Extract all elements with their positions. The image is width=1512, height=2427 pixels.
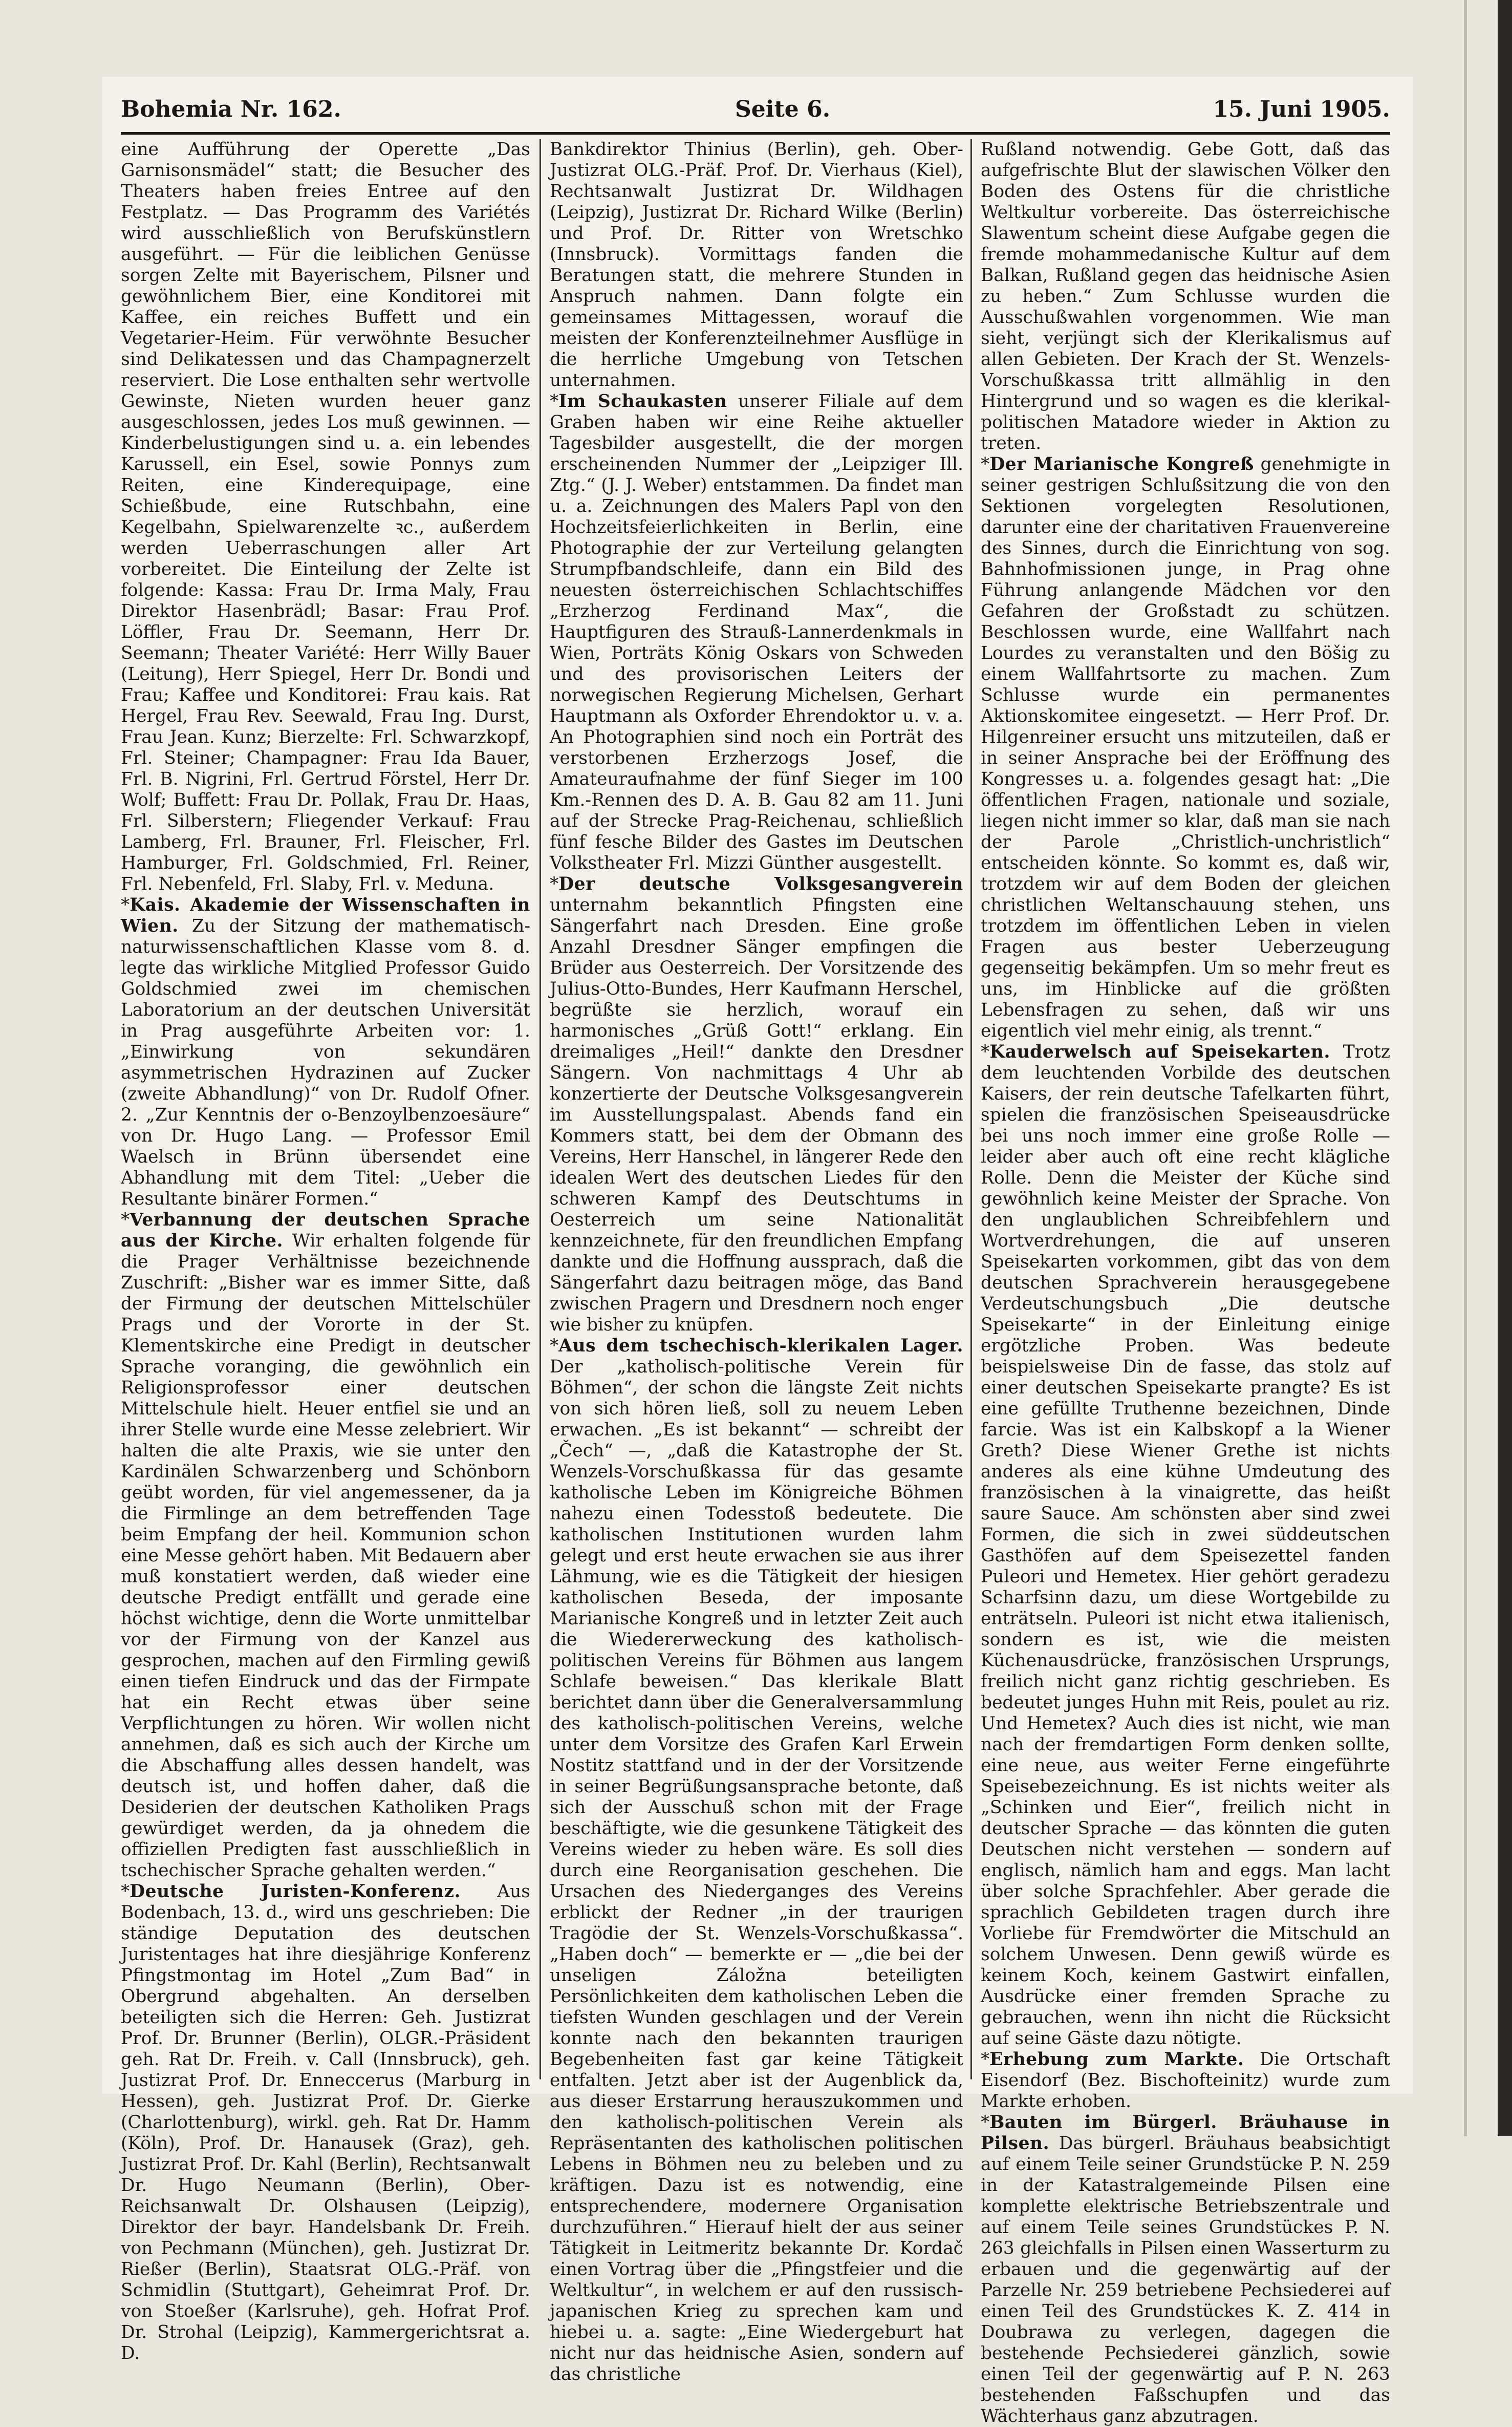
article-heading: Kauderwelsch auf Speisekarten. [989,1042,1330,1062]
article-text: Der „katholisch-politische Verein für Böhmen“, der schon die längste Zeit nichts von sich hören ließ, soll zu neuem Leben erwachen. „Es ist bekannt“ — schreibt der „Čech“ —, „daß die Katastrophe der St. Wenzels-Vorschußkassa für das gesamte katholische Leben im Königreiche Böhmen nahezu einen Todesstoß bedeutete. Die katholischen Institutionen wurden lahm gelegt und erst heute erwachen sie aus ihrer Lähmung, wie es die Tätigkeit der hiesigen katholischen Beseda, der imposante Marianische Kongreß und in letzter Zeit auch die Wiedererweckung des katholisch-politischen Vereins für Böhmen aus langem Schlafe beweisen.“ Das klerikale Blatt berichtet dann über die Generalversammlung des katholisch-politischen Vereins, welche unter dem Vorsitze des Grafen Karl Erwein Nostitz stattfand und in der der Vorsitzende in seiner Begrüßungsansprache betonte, daß sich der Ausschuß schon mit der Frage beschäftigte, wie die gesunkene Tätigkeit des Vereins wieder zu heben wäre. Es soll dies durch eine Reorganisation geschehen. Die Ursachen des Niederganges des Vereins erblickt der Redner „in der traurigen Tragödie der St. Wenzels-Vorschußkassa“. „Haben doch“ — bemerkte er — „die bei der unseligen Záložna beteiligten Persönlichkeiten dem katholischen Leben die tiefsten Wunden geschlagen und der Verein konnte nach den bekannten traurigen Begebenheiten fast gar keine Tätigkeit entfalten. Jetzt aber ist der Augenblick da, aus dieser Erstarrung herauszukommen und den katholisch-politischen Verein als Repräsentanten des katholischen politischen Lebens in Böhmen neu zu beleben und zu kräftigen. Dazu ist es notwendig, eine entsprechendere, modernere Organisation durchzuführen.“ Hierauf hielt der aus seiner Tätigkeit in Leitmeritz bekannte Dr. Kordač einen Vortrag über die „Pfingstfeier und die Weltkultur“, in welchem er auf den russisch-japanischen Krieg zu sprechen kam und hiebei u. a. sagte: „Eine Wiedergeburt hat nicht nur das heidnische Asien, sondern auf das christliche [550,1357,963,2385]
article-heading: Verbannung der deutschen Sprache aus der Kirche. [121,1210,530,1251]
article: *Aus dem tschechisch-klerikalen Lager. Der „katholisch-politische Verein für Böhmen“, der schon die längste Zeit nichts von sich hören ließ, soll zu neuem Leben erwachen. „Es ist bekannt“ — schreibt der „Čech“ —, „daß die Katastrophe der St. Wenzels-Vorschußkassa für das gesamte katholische Leben im Königreiche Böhmen nahezu einen Todesstoß bedeutete. Die katholischen Institutionen wurden lahm gelegt und erst heute erwachen sie aus ihrer Lähmung, wie es die Tätigkeit der hiesigen katholischen Beseda, der imposante Marianische Kongreß und in letzter Zeit auch die Wiedererweckung des katholisch-politischen Vereins für Böhmen aus langem Schlafe beweisen.“ Das klerikale Blatt berichtet dann über die Generalversammlung des katholisch-politischen Vereins, welche unter dem Vorsitze des Grafen Karl Erwein Nostitz stattfand und in der der Vorsitzende in seiner Begrüßungsansprache betonte, daß sich der Ausschuß schon mit der Frage beschäftigte, wie die gesunkene Tätigkeit des Vereins wieder zu heben wäre. Es soll dies durch eine Reorganisation geschehen. Die Ursachen des Niederganges des Vereins erblickt der Redner „in der traurigen Tragödie der St. Wenzels-Vorschußkassa“. „Haben doch“ — bemerkte er — „die bei der unseligen Záložna beteiligten Persönlichkeiten dem katholischen Leben die tiefsten Wunden geschlagen und der Verein konnte nach den bekannten traurigen Begebenheiten fast gar keine Tätigkeit entfalten. Jetzt aber ist der Augenblick da, aus dieser Erstarrung herauszukommen und den katholisch-politischen Verein als Repräsentanten des katholischen politischen Lebens in Böhmen neu zu beleben und zu kräftigen. Dazu ist es notwendig, eine entsprechendere, modernere Organisation durchzuführen.“ Hierauf hielt der aus seiner Tätigkeit in Leitmeritz bekannte Dr. Kordač einen Vortrag über die „Pfingstfeier und die Weltkultur“, in welchem er auf den russisch-japanischen Krieg zu sprechen kam und hiebei u. a. sagte: „Eine Wiedergeburt hat nicht nur das heidnische Asien, sondern auf das christliche [550,1336,963,2385]
issue-label: Bohemia Nr. 162. [121,96,341,122]
article-text: Wir erhalten folgende für die Prager Verhältnisse bezeichnende Zuschrift: „Bisher war es immer Sitte, daß der Firmung der deutschen Mittelschüler Prags und der Vororte in der St. Klementskirche eine Predigt in deutscher Sprache voranging, die gewöhnlich ein Religionsprofessor einer deutschen Mittelschule hielt. Heuer entfiel sie und an ihrer Stelle wurde eine Messe zelebriert. Wir halten die alte Praxis, wie sie unter den Kardinälen Schwarzenberg und Schönborn geübt worden, für viel angemessener, da ja die Firmlinge an dem betreffenden Tage beim Empfang der heil. Kommunion schon eine Messe gehört haben. Mit Bedauern aber muß konstatiert werden, daß wieder eine deutsche Predigt entfällt und gerade eine höchst wichtige, denn die Worte unmittelbar vor der Firmung von der Kanzel aus gesprochen, machen auf den Firmling gewiß einen tiefen Eindruck und das der Firmpate hat ein Recht etwas über seine Verpflichtungen zu hören. Wir wollen nicht annehmen, daß es sich auch der Kirche um die Abschaffung alles dessen handelt, was deutsch ist, und hoffen daher, daß die Desiderien der deutschen Katholiken Prags gewürdiget werden, da ja ohnedem die offiziellen Predigten fast ausschließlich in tschechischer Sprache gehalten werden.“ [121,1231,530,1881]
article-heading: Kais. Akademie der Wissenschaften in Wien. [121,895,530,936]
column-3 [981,139,1391,2426]
article-text: Rußland notwendig. Gebe Gott, daß das aufgefrischte Blut der slawischen Völker den Boden des Ostens für die christliche Weltkultur vorbereite. Das österreichische Slawentum scheint diese Aufgabe gegen die fremde mohammedanische Kultur auf dem Balkan, Rußland gegen das heidnische Asien zu heben.“ Zum Schlusse wurden die Ausschußwahlen vorgenommen. Wie man sieht, verjüngt sich der Klerikalismus auf allen Gebieten. Der Krach der St. Wenzels-Vorschußkassa tritt allmählig in den Hintergrund und so wagen es die klerikal-politischen Matadore wieder in Aktion zu treten. [981,139,1390,454]
article: *Erhebung zum Markte. Die Ortschaft Eisendorf (Bez. Bischofteinitz) wurde zum Markte erhoben. [981,2049,1390,2112]
column-divider [539,139,541,2079]
article-heading: Der Marianische Kongreß [989,454,1254,475]
article-heading: Im Schaukasten [558,391,727,412]
article-heading: Erhebung zum Markte. [989,2049,1244,2070]
article [121,139,530,895]
article: *Der deutsche Volksgesangverein unternahm bekanntlich Pfingsten eine Sängerfahrt nach Dresden. Eine große Anzahl Dresdner Sänger empfingen die Brüder aus Oesterreich. Der Vorsitzende des Julius-Otto-Bundes, Herr Kaufmann Herschel, begrüßte sie herzlich, worauf ein harmonisches „Grüß Gott!“ erklang. Ein dreimaliges „Heil!“ dankte den Dresdner Sängern. Von nachmittags 4 Uhr ab konzertierte der Deutsche Volksgesangverein im Ausstellungspalast. Abends fand ein Kommers statt, bei dem der Obmann des Vereins, Herr Hanschel, in längerer Rede den idealen Wert des deutschen Liedes für den schweren Kampf des Deutschtums in Oesterreich um seine Nationalität kennzeichnete, für den freundlichen Empfang dankte und die Hoffnung aussprach, daß die Sängerfahrt dazu beitragen möge, das Band zwischen Pragern und Dresdnern noch enger wie bisher zu knüpfen. [550,874,963,1335]
header-rule [121,132,1390,135]
page-fold-line [1464,0,1467,2136]
article: *Der Marianische Kongreß genehmigte in seiner gestrigen Schlußsitzung die von den Sektionen vorgelegten Resolutionen, darunter eine der charitativen Frauenvereine des Sinnes, durch die Einrichtung von sog. Bahnhofmissionen junge, in Prag ohne Führung anlangende Mädchen vor den Gefahren der Großstadt zu schützen. Beschlossen wurde, eine Wallfahrt nach Lourdes zu veranstalten und den Böšig zu einem Wallfahrtsorte zu machen. Zum Schlusse wurde ein permanentes Aktionskomitee eingesetzt. — Herr Prof. Dr. Hilgenreiner ersucht uns mitzuteilen, daß er in seiner Ansprache bei der Eröffnung des Kongresses u. a. folgendes gesagt hat: „Die öffentlichen Fragen, nationale und soziale, liegen nicht immer so klar, daß man sie nach der Parole „Christlich-unchristlich“ entscheiden könnte. So kommt es, daß wir, trotzdem wir auf dem Boden der gleichen christlichen Weltanschauung stehen, uns trotzdem im öffentlichen Leben in vielen Fragen aus bester Ueberzeugung gegenseitig bekämpfen. Um so mehr freut es uns, im Hinblicke auf die größten Lebensfragen zu sehen, daß wir uns eigentlich viel mehr einig, als trennt.“ [981,454,1391,1041]
article-text: Trotz dem leuchtenden Vorbilde des deutschen Kaisers, der rein deutsche Tafelkarten führt, spielen die französischen Speiseausdrücke bei uns noch immer eine große Rolle — leider aber auch oft eine recht klägliche Rolle. Denn die Meister der Küche sind gewöhnlich keine Meister der Sprache. Von den unglaublichen Schreibfehlern und Wortverdrehungen, die auf unseren Speisekarten vorkommen, gibt das von dem deutschen Sprachverein herausgegebene Verdeutschungsbuch „Die deutsche Speisekarte“ in der Einleitung einige ergötzliche Proben. Was bedeute beispielsweise Din de fasse, das stolz auf einer deutschen Speisekarte prangte? Es ist eine gefüllte Truthenne bezeichnen, Dinde farcie. Was ist ein Kalbskopf a la Wiener Greth? Diese Wiener Grethe ist nichts anderes als eine kühne Umdeutung des französischen à la vinaigrette, das heißt saure Sauce. Am schönsten aber sind zwei Formen, die sich in zwei süddeutschen Gasthöfen auf dem Speisezettel fanden Puleori und Hemetex. Hier gehört geradezu Scharfsinn dazu, um diese Wortgebilde zu enträtseln. Puleori ist nicht etwa italienisch, sondern es ist, wie die meisten Küchenausdrücke, französischen Ursprungs, freilich nicht ganz richtig geschrieben. Es bedeutet junges Huhn mit Reis, poulet au riz. Und Hemetex? Auch dies ist nicht, wie man nach der fremdartigen Form denken sollte, eine neue, aus weiter Ferne eingeführte Speisebezeichnung. Es ist nichts weiter als „Schinken und Eier“, freilich nicht in deutscher Sprache — das könnten die guten Deutschen nicht verstehen — sondern auf englisch, nämlich ham and eggs. Man lacht über solche Sprachfehler. Aber gerade die sprachlich Gebildeten tragen durch ihre Vorliebe für Fremdwörter die Mitschuld an solchem Unwesen. Denn gewiß würde es keinem Koch, keinem Gastwirt einfallen, Ausdrücke einer fremden Sprache zu gebrauchen, wenn ihn nicht die Rücksicht auf seine Gäste dazu nötigte. [981,1042,1391,2049]
article-heading: Deutsche Juristen-Konferenz. [129,1881,461,1902]
column-1 [121,139,530,2364]
article [981,139,1390,454]
article-text: genehmigte in seiner gestrigen Schlußsitzung die von den Sektionen vorgelegten Resolutionen, darunter eine der charitativen Frauenvereine des Sinnes, durch die Einrichtung von sog. Bahnhofmissionen junge, in Prag ohne Führung anlangende Mädchen vor den Gefahren der Großstadt zu schützen. Beschlossen wurde, eine Wallfahrt nach Lourdes zu veranstalten und den Böšig zu einem Wallfahrtsorte zu machen. Zum Schlusse wurde ein permanentes Aktionskomitee eingesetzt. — Herr Prof. Dr. Hilgenreiner ersucht uns mitzuteilen, daß er in seiner Ansprache bei der Eröffnung des Kongresses u. a. folgendes gesagt hat: „Die öffentlichen Fragen, nationale und soziale, liegen nicht immer so klar, daß man sie nach der Parole „Christlich-unchristlich“ entscheiden könnte. So kommt es, daß wir, trotzdem wir auf dem Boden der gleichen christlichen Weltanschauung stehen, uns trotzdem im öffentlichen Leben in vielen Fragen aus bester Ueberzeugung gegenseitig bekämpfen. Um so mehr freut es uns, im Hinblicke auf die größten Lebensfragen zu sehen, daß wir uns eigentlich viel mehr einig, als trennt.“ [981,454,1391,1041]
article-text: Das bürgerl. Bräuhaus beabsichtigt auf einem Teile seiner Grundstücke P. N. 259 in der Katastralgemeinde Pilsen eine komplette elektrische Betriebszentrale und auf einem Teile seines Grundstückes P. N. 263 gleichfalls in Pilsen einen Wasserturm zu erbauen und die gegenwärtig auf der Parzelle Nr. 259 betriebene Pechsiederei auf einen Teil des Grundstückes K. Z. 414 in Doubrawa zu verlegen, dagegen die bestehende Pechsiederei gänzlich, sowie einen Teil der gegenwärtig auf P. N. 263 bestehenden Faßschupfen und das Wächterhaus ganz abzutragen. [981,2133,1390,2426]
article-heading: Bauten im Bürgerl. Bräuhause in Pilsen. [981,2112,1390,2154]
article [550,139,963,391]
issue-date: 15. Juni 1905. [1213,96,1390,122]
article-heading: Der deutsche Volksgesangverein [558,874,963,894]
article-text: eine Aufführung der Operette „Das Garnisonsmädel“ statt; die Besucher des Theaters haben freies Entree auf den Festplatz. — Das Programm des Variétés wird ausschließlich von Berufskünstlern ausgeführt. — Für die leiblichen Genüsse sorgen Zelte mit Bayerischem, Pilsner und gewöhnlichem Bier, eine Konditorei mit Kaffee, ein reiches Buffett und ein Vegetarier-Heim. Für verwöhnte Besucher sind Delikatessen und das Champagnerzelt reserviert. Die Lose enthalten sehr wertvolle Gewinste, Nieten wurden heuer ganz ausgeschlossen, jedes Los muß gewinnen. — Kinderbelustigungen sind u. a. ein lebendes Karussell, ein Esel, sowie Ponnys zum Reiten, eine Kinderequipage, eine Schießbude, eine Rutschbahn, eine Kegelbahn, Spielwarenzelte ꝛc., außerdem werden Ueberraschungen aller Art vorbereitet. Die Einteilung der Zelte ist folgende: Kassa: Frau Dr. Irma Maly, Frau Direktor Hasenbrädl; Basar: Frau Prof. Löffler, Frau Dr. Seemann, Herr Dr. Seemann; Theater Variété: Herr Willy Bauer (Leitung), Herr Spiegel, Herr Dr. Bondi und Frau; Kaffee und Konditorei: Frau kais. Rat Hergel, Frau Rev. Seewald, Frau Ing. Durst, Frau Jean. Kunz; Bierzelte: Frl. Schwarzkopf, Frl. Steiner; Champagner: Frau Ida Bauer, Frl. B. Nigrini, Frl. Gertrud Förstel, Herr Dr. Wolf; Buffett: Frau Dr. Pollak, Frau Dr. Haas, Frl. Silberstern; Fliegender Verkauf: Frau Lamberg, Frl. Brauner, Frl. Fleischer, Frl. Hamburger, Frl. Goldschmied, Frl. Reiner, Frl. Nebenfeld, Frl. Slaby, Frl. v. Meduna. [121,139,530,894]
article-text: Zu der Sitzung der mathematisch-naturwissenschaftlichen Klasse vom 8. d. legte das wirkliche Mitglied Professor Guido Goldschmied zwei im chemischen Laboratorium an der deutschen Universität in Prag ausgeführte Arbeiten vor: 1. „Einwirkung von sekundären asymmetrischen Hydrazinen auf Zucker (zweite Abhandlung)“ von Dr. Rudolf Ofner. 2. „Zur Kenntnis der o-Benzoylbenzoesäure“ von Dr. Hugo Lang. — Professor Emil Waelsch in Brünn übersendet eine Abhandlung mit dem Titel: „Ueber die Resultante binärer Formen.“ [121,916,530,1209]
article: *Im Schaukasten unserer Filiale auf dem Graben haben wir eine Reihe aktueller Tagesbilder ausgestellt, die der morgen erscheinenden Nummer der „Leipziger Ill. Ztg.“ (J. J. Weber) entstammen. Da findet man u. a. Zeichnungen des Malers Papl von den Hochzeitsfeierlichkeiten in Berlin, eine Photographie der zur Verteilung gelangten Strumpfbandschleife, dann ein Bild des neuesten österreichischen Schlachtschiffes „Erzherzog Ferdinand Max“, die Hauptfiguren des Strauß-Lannerdenkmals in Wien, Porträts König Oskars von Schweden und des provisorischen Leiters der norwegischen Regierung Michelsen, Gerhart Hauptmann als Oxforder Ehrendoktor u. v. a. An Photographien sind noch ein Porträt des verstorbenen Erzherzogs Josef, die Amateuraufnahme der fünf Sieger im 100 Km.-Rennen des D. A. B. Gau 82 am 11. Juni auf der Strecke Prag-Reichenau, schließlich fünf fesche Bilder des Gastes im Deutschen Volkstheater Frl. Mizzi Günther ausgestellt. [550,391,963,873]
article: *Bauten im Bürgerl. Bräuhause in Pilsen. Das bürgerl. Bräuhaus beabsichtigt auf einem Teile seiner Grundstücke P. N. 259 in der Katastralgemeinde Pilsen eine komplette elektrische Betriebszentrale und auf einem Teile seines Grundstückes P. N. 263 gleichfalls in Pilsen einen Wasserturm zu erbauen und die gegenwärtig auf der Parzelle Nr. 259 betriebene Pechsiederei auf einen Teil des Grundstückes K. Z. 414 in Doubrawa zu verlegen, dagegen die bestehende Pechsiederei gänzlich, sowie einen Teil der gegenwärtig auf P. N. 263 bestehenden Faßschupfen und das Wächterhaus ganz abzutragen. [981,2112,1390,2426]
article-heading: Aus dem tschechisch-klerikalen Lager. [558,1336,963,1356]
article-text: unternahm bekanntlich Pfingsten eine Sängerfahrt nach Dresden. Eine große Anzahl Dresdner Sänger empfingen die Brüder aus Oesterreich. Der Vorsitzende des Julius-Otto-Bundes, Herr Kaufmann Herschel, begrüßte sie herzlich, worauf ein harmonisches „Grüß Gott!“ erklang. Ein dreimaliges „Heil!“ dankte den Dresdner Sängern. Von nachmittags 4 Uhr ab konzertierte der Deutsche Volksgesangverein im Ausstellungspalast. Abends fand ein Kommers statt, bei dem der Obmann des Vereins, Herr Hanschel, in längerer Rede den idealen Wert des deutschen Liedes für den schweren Kampf des Deutschtums in Oesterreich um seine Nationalität kennzeichnete, für den freundlichen Empfang dankte und die Hoffnung aussprach, daß die Sängerfahrt dazu beitragen möge, das Band zwischen Pragern und Dresdnern noch enger wie bisher zu knüpfen. [550,895,963,1335]
scan-edge [1498,0,1512,2136]
article: *Kais. Akademie der Wissenschaften in Wien. Zu der Sitzung der mathematisch-naturwissenschaftlichen Klasse vom 8. d. legte das wirkliche Mitglied Professor Guido Goldschmied zwei im chemischen Laboratorium an der deutschen Universität in Prag ausgeführte Arbeiten vor: 1. „Einwirkung von sekundären asymmetrischen Hydrazinen auf Zucker (zweite Abhandlung)“ von Dr. Rudolf Ofner. 2. „Zur Kenntnis der o-Benzoylbenzoesäure“ von Dr. Hugo Lang. — Professor Emil Waelsch in Brünn übersendet eine Abhandlung mit dem Titel: „Ueber die Resultante binärer Formen.“ [121,895,530,1209]
article-text: Die Ortschaft Eisendorf (Bez. Bischofteinitz) wurde zum Markte erhoben. [981,2049,1390,2112]
article: *Verbannung der deutschen Sprache aus der Kirche. Wir erhalten folgende für die Prager Verhältnisse bezeichnende Zuschrift: „Bisher war es immer Sitte, daß der Firmung der deutschen Mittelschüler Prags und der Vororte in der St. Klementskirche eine Predigt in deutscher Sprache voranging, die gewöhnlich ein Religionsprofessor einer deutschen Mittelschule hielt. Heuer entfiel sie und an ihrer Stelle wurde eine Messe zelebriert. Wir halten die alte Praxis, wie sie unter den Kardinälen Schwarzenberg und Schönborn geübt worden, für viel angemessener, da ja die Firmlinge an dem betreffenden Tage beim Empfang der heil. Kommunion schon eine Messe gehört haben. Mit Bedauern aber muß konstatiert werden, daß wieder eine deutsche Predigt entfällt und gerade eine höchst wichtige, denn die Worte unmittelbar vor der Firmung von der Kanzel aus gesprochen, machen auf den Firmling gewiß einen tiefen Eindruck und das der Firmpate hat ein Recht etwas über seine Verpflichtungen zu hören. Wir wollen nicht annehmen, daß es sich auch der Kirche um die Abschaffung alles dessen handelt, was deutsch ist, und hoffen daher, daß die Desiderien der deutschen Katholiken Prags gewürdiget werden, da ja ohnedem die offiziellen Predigten fast ausschließlich in tschechischer Sprache gehalten werden.“ [121,1210,530,1881]
page-header [121,96,1390,132]
page-number: Seite 6. [735,96,831,122]
article-text: Aus Bodenbach, 13. d., wird uns geschrieben: Die ständige Deputation des deutschen Juristentages hat ihre diesjährige Konferenz Pfingstmontag im Hotel „Zum Bad“ in Obergrund abgehalten. An derselben beteiligten sich die Herren: Geh. Justizrat Prof. Dr. Brunner (Berlin), OLGR.-Präsident geh. Rat Dr. Freih. v. Call (Innsbruck), geh. Justizrat Prof. Dr. Enneccerus (Marburg in Hessen), geh. Justizrat Prof. Dr. Gierke (Charlottenburg), wirkl. geh. Rat Dr. Hamm (Köln), Prof. Dr. Hanausek (Graz), geh. Justizrat Prof. Dr. Kahl (Berlin), Rechtsanwalt Dr. Hugo Neumann (Berlin), Ober-Reichsanwalt Dr. Olshausen (Leipzig), Direktor der bayr. Handelsbank Dr. Freih. von Pechmann (München), geh. Justizrat Dr. Rießer (Berlin), Staatsrat OLG.-Präf. von Schmidlin (Stuttgart), Geheimrat Prof. Dr. von Stoeßer (Karlsruhe), geh. Hofrat Prof. Dr. Strohal (Leipzig), Kammergerichtsrat a. D. [121,1881,530,2364]
article-text: unserer Filiale auf dem Graben haben wir eine Reihe aktueller Tagesbilder ausgestellt, die der morgen erscheinenden Nummer der „Leipziger Ill. Ztg.“ (J. J. Weber) entstammen. Da findet man u. a. Zeichnungen des Malers Papl von den Hochzeitsfeierlichkeiten in Berlin, eine Photographie der zur Verteilung gelangten Strumpfbandschleife, dann ein Bild des neuesten österreichischen Schlachtschiffes „Erzherzog Ferdinand Max“, die Hauptfiguren des Strauß-Lannerdenkmals in Wien, Porträts König Oskars von Schweden und des provisorischen Leiters der norwegischen Regierung Michelsen, Gerhart Hauptmann als Oxforder Ehrendoktor u. v. a. An Photographien sind noch ein Porträt des verstorbenen Erzherzogs Josef, die Amateuraufnahme der fünf Sieger im 100 Km.-Rennen des D. A. B. Gau 82 am 11. Juni auf der Strecke Prag-Reichenau, schließlich fünf fesche Bilder des Gastes im Deutschen Volkstheater Frl. Mizzi Günther ausgestellt. [550,391,963,873]
column-2 [550,139,963,2385]
article: *Kauderwelsch auf Speisekarten. Trotz dem leuchtenden Vorbilde des deutschen Kaisers, der rein deutsche Tafelkarten führt, spielen die französischen Speiseausdrücke bei uns noch immer eine große Rolle — leider aber auch oft eine recht klägliche Rolle. Denn die Meister der Küche sind gewöhnlich keine Meister der Sprache. Von den unglaublichen Schreibfehlern und Wortverdrehungen, die auf unseren Speisekarten vorkommen, gibt das von dem deutschen Sprachverein herausgegebene Verdeutschungsbuch „Die deutsche Speisekarte“ in der Einleitung einige ergötzliche Proben. Was bedeute beispielsweise Din de fasse, das stolz auf einer deutschen Speisekarte prangte? Es ist eine gefüllte Truthenne bezeichnen, Dinde farcie. Was ist ein Kalbskopf a la Wiener Greth? Diese Wiener Grethe ist nichts anderes als eine kühne Umdeutung des französischen à la vinaigrette, das heißt saure Sauce. Am schönsten aber sind zwei Formen, die sich in zwei süddeutschen Gasthöfen auf dem Speisezettel fanden Puleori und Hemetex. Hier gehört geradezu Scharfsinn dazu, um diese Wortgebilde zu enträtseln. Puleori ist nicht etwa italienisch, sondern es ist, wie die meisten Küchenausdrücke, französischen Ursprungs, freilich nicht ganz richtig geschrieben. Es bedeutet junges Huhn mit Reis, poulet au riz. Und Hemetex? Auch dies ist nicht, wie man nach der fremdartigen Form denken sollte, eine neue, aus weiter Ferne eingeführte Speisebezeichnung. Es ist nichts weiter als „Schinken und Eier“, freilich nicht in deutscher Sprache — das könnten die guten Deutschen nicht verstehen — sondern auf englisch, nämlich ham and eggs. Man lacht über solche Sprachfehler. Aber gerade die sprachlich Gebildeten tragen durch ihre Vorliebe für Fremdwörter die Mitschuld an solchem Unwesen. Denn gewiß würde es keinem Koch, keinem Gastwirt einfallen, Ausdrücke einer fremden Sprache zu gebrauchen, wenn ihn nicht die Rücksicht auf seine Gäste dazu nötigte. [981,1042,1391,2049]
column-divider [970,139,972,2079]
article-text: Bankdirektor Thinius (Berlin), geh. Ober-Justizrat OLG.-Präf. Prof. Dr. Vierhaus (Kiel), Rechtsanwalt Justizrat Dr. Wildhagen (Leipzig), Justizrat Dr. Richard Wilke (Berlin) und Prof. Dr. Ritter von Wretschko (Innsbruck). Vormittags fanden die Beratungen statt, die mehrere Stunden in Anspruch nahmen. Dann folgte ein gemeinsames Mittagessen, worauf die meisten der Konferenzteilnehmer Ausflüge in die herrliche Umgebung von Tetschen unternahmen. [550,139,963,391]
article: *Deutsche Juristen-Konferenz. Aus Bodenbach, 13. d., wird uns geschrieben: Die ständige Deputation des deutschen Juristentages hat ihre diesjährige Konferenz Pfingstmontag im Hotel „Zum Bad“ in Obergrund abgehalten. An derselben beteiligten sich die Herren: Geh. Justizrat Prof. Dr. Brunner (Berlin), OLGR.-Präsident geh. Rat Dr. Freih. v. Call (Innsbruck), geh. Justizrat Prof. Dr. Enneccerus (Marburg in Hessen), geh. Justizrat Prof. Dr. Gierke (Charlottenburg), wirkl. geh. Rat Dr. Hamm (Köln), Prof. Dr. Hanausek (Graz), geh. Justizrat Prof. Dr. Kahl (Berlin), Rechtsanwalt Dr. Hugo Neumann (Berlin), Ober-Reichsanwalt Dr. Olshausen (Leipzig), Direktor der bayr. Handelsbank Dr. Freih. von Pechmann (München), geh. Justizrat Dr. Rießer (Berlin), Staatsrat OLG.-Präf. von Schmidlin (Stuttgart), Geheimrat Prof. Dr. von Stoeßer (Karlsruhe), geh. Hofrat Prof. Dr. Strohal (Leipzig), Kammergerichtsrat a. D. [121,1881,530,2364]
